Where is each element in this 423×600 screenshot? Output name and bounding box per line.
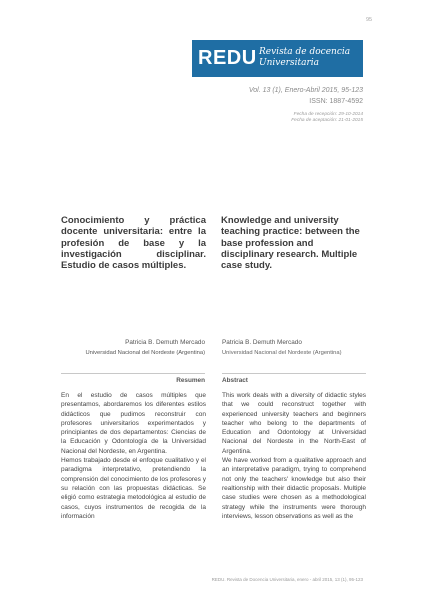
author-affiliation: Universidad Nacional del Nordeste (Argentina) — [85, 350, 205, 356]
abstract-heading: Abstract — [222, 377, 248, 384]
journal-logo — [192, 40, 363, 77]
logo-subtitle-line1: Revista de docencia — [259, 47, 351, 57]
resumen-paragraph: En el estudio de casos múltiples que presentamos, abordaremos los diferentes estilos didácticos que pudimos reconstruir con profesores universitarios experimentados y principiantes de dos departamentos: Ciencias de la Educación y Odontología de la Universidad Nacional del Nordeste, en Argentina. — [61, 392, 206, 455]
received-date: Fecha de recepción: 29-10-2014 — [293, 112, 363, 117]
title-spanish: Conocimiento y práctica docente universitaria: entre la profesión de base y la investigación disciplinar. Estudio de casos múltiples. — [61, 215, 206, 272]
resumen-heading: Resumen — [176, 377, 205, 384]
author-affiliation: Universidad Nacional del Nordeste (Argentina) — [222, 350, 342, 356]
issue-volume: Vol. 13 (1), Enero-Abril 2015, 95-123 — [248, 87, 363, 94]
resumen-paragraph: Hemos trabajado desde el enfoque cualitativo y el paradigma interpretativo, pretendiendo la comprensión del conocimiento de los profesores y su relación con las propuestas didácticas. Se eligió como estrategia metodológica al estudio de casos, cuyos instrumentos de recogida de la información — [61, 457, 206, 520]
page-number: 95 — [366, 17, 373, 23]
logo-subtitle-line2: Universitaria — [259, 57, 319, 68]
abstract-text — [222, 391, 366, 565]
page-footer: REDU. Revista de Docencia Universitaria, enero - abril 2015, 13 (1), 95-123 — [211, 577, 363, 582]
divider — [222, 373, 366, 374]
abstract-paragraph: This work deals with a diversity of didactic styles that we could reconstruct together with experienced university teachers and beginners teacher who belong to the departments of Education and Odontology at Universidad Nacional del Nordeste in the North-East of Argentina. — [222, 392, 366, 455]
resumen-text — [61, 391, 206, 565]
accepted-date: Fecha de aceptación: 21-01-2015 — [291, 118, 363, 124]
author-block-english — [222, 338, 366, 360]
issn: ISSN: 1887-4592 — [309, 98, 363, 105]
author-block-spanish — [61, 338, 205, 360]
issue-info — [163, 85, 363, 107]
logo-subtitle — [259, 47, 350, 68]
title-english: Knowledge and university teaching practice: between the base profession and disciplinary research. Multiple case study. — [221, 215, 360, 272]
divider — [61, 373, 205, 374]
author-name: Patricia B. Demuth Mercado — [222, 339, 302, 346]
logo-mark: REDU — [198, 47, 257, 69]
abstract-paragraph: We have worked from a qualitative approach and an interpretative paradigm, trying to comprehend not only the teachers' knowledge but also their realtionship with their didactic proposals. Multiple case studies were chosen as a methodological strategy while the instruments were thorough interviews, lesson observations as well as the — [222, 457, 366, 520]
submission-dates — [163, 112, 363, 124]
author-name: Patricia B. Demuth Mercado — [125, 339, 205, 346]
